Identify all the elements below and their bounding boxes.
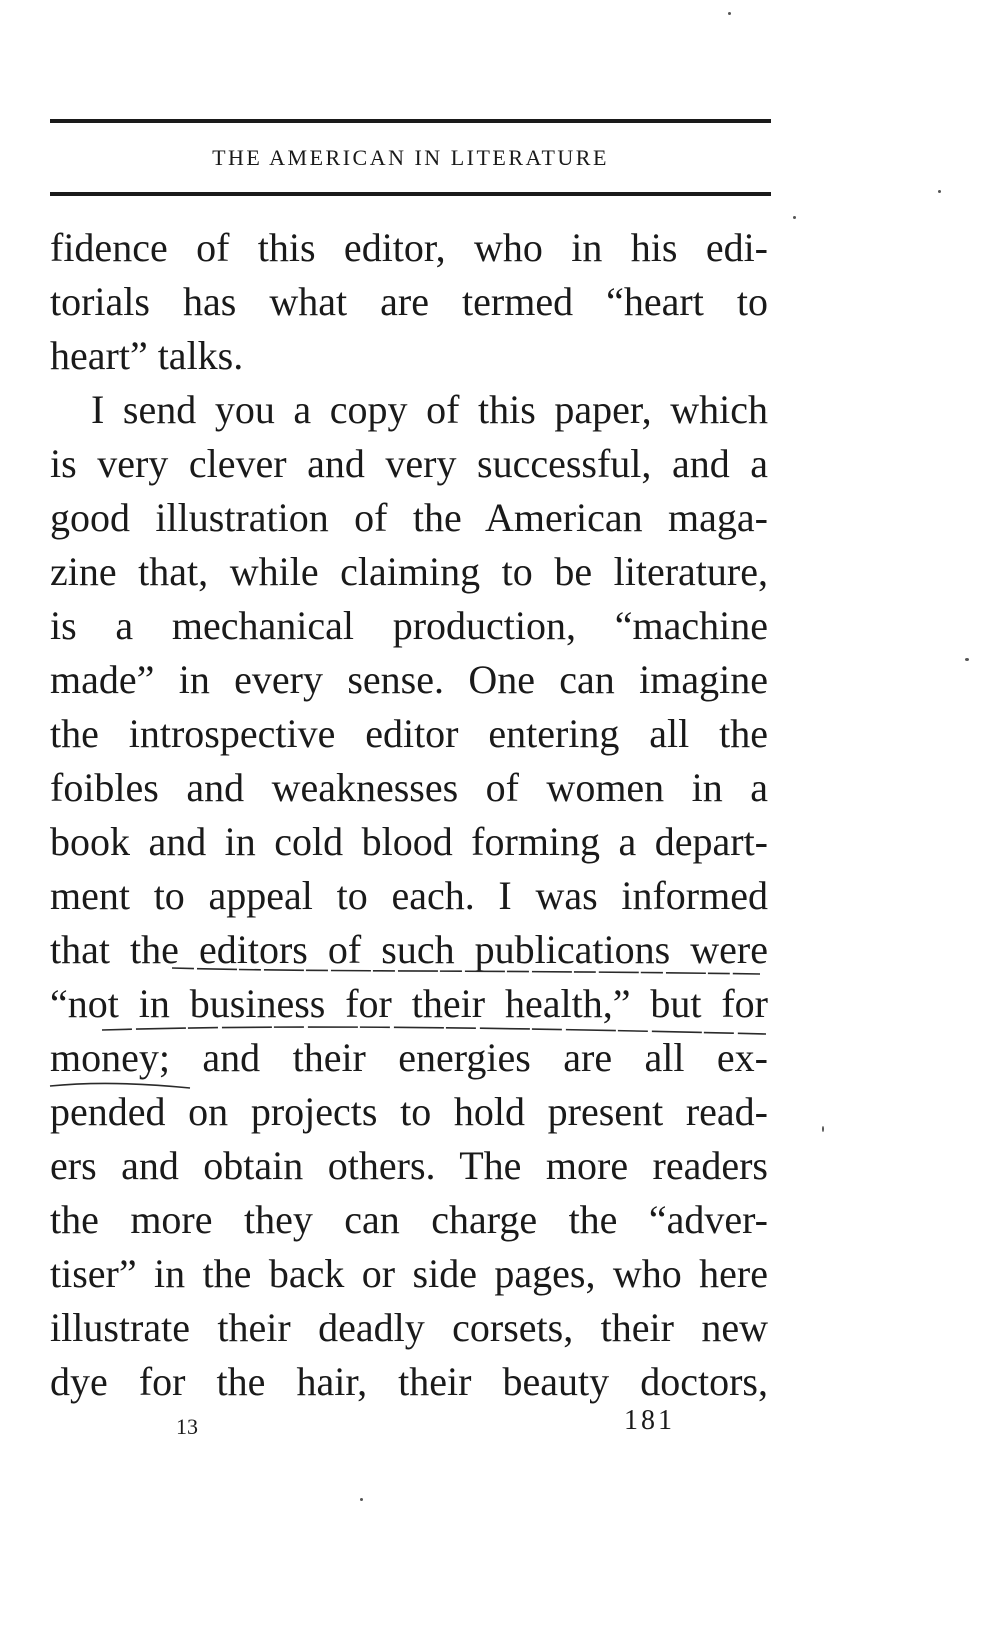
text-line: illustrate their deadly corsets, their new — [50, 1305, 768, 1350]
text-line: fidence of this editor, who in his edi- — [50, 225, 768, 270]
text-line: book and in cold blood forming a depart- — [50, 819, 768, 864]
body-text — [50, 221, 768, 1409]
text-line: “not in business for their health,” but for — [50, 981, 768, 1026]
paper-speck — [965, 658, 969, 661]
paper-speck — [360, 1498, 363, 1501]
text-line: that the editors of such publications were — [50, 927, 768, 972]
text-line: heart” talks. — [50, 333, 244, 378]
text-line: ment to appeal to each. I was informed — [50, 873, 768, 918]
paper-speck — [822, 1126, 824, 1132]
text-line: tiser” in the back or side pages, who here — [50, 1251, 768, 1296]
text-line: foibles and weaknesses of women in a — [50, 765, 768, 810]
page-number: 181 — [624, 1405, 675, 1436]
text-line: money; and their energies are all ex- — [50, 1035, 768, 1080]
paper-speck — [728, 12, 731, 15]
text-line: dye for the hair, their beauty doctors, — [50, 1359, 768, 1404]
paper-speck — [793, 216, 796, 219]
text-line: zine that, while claiming to be literature, — [50, 549, 768, 594]
text-line: is very clever and very successful, and a — [50, 441, 768, 486]
text-line: good illustration of the American maga- — [50, 495, 768, 540]
running-head: THE AMERICAN IN LITERATURE — [212, 145, 609, 170]
text-line: made” in every sense. One can imagine — [50, 657, 768, 702]
text-line: ers and obtain others. The more readers — [50, 1143, 768, 1188]
text-line: the more they can charge the “adver- — [50, 1197, 768, 1242]
text-line: torials has what are termed “heart to — [50, 279, 768, 324]
header-rule-top — [50, 119, 771, 123]
text-line: is a mechanical production, “machine — [50, 603, 768, 648]
paper-speck — [938, 190, 941, 193]
text-line: pended on projects to hold present read- — [50, 1089, 768, 1134]
text-line: I send you a copy of this paper, which — [91, 387, 768, 432]
header-rule-bottom — [50, 192, 771, 196]
signature-mark: 13 — [176, 1414, 198, 1439]
text-line: the introspective editor entering all the — [50, 711, 768, 756]
